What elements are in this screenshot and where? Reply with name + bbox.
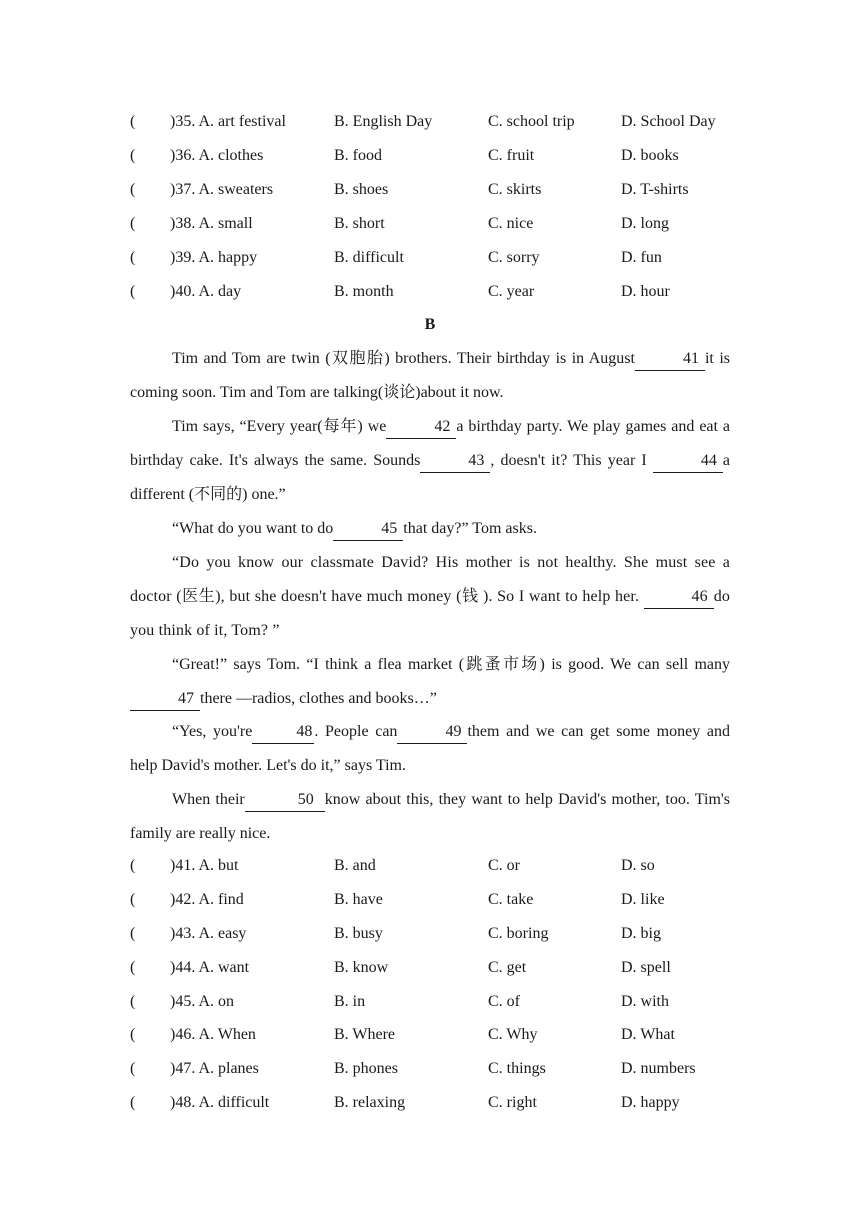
- answer-bracket: (: [130, 925, 136, 942]
- passage-text: “Yes, you're: [172, 723, 253, 740]
- passage-paragraph-1: [130, 342, 730, 410]
- passage-paragraph-7: [130, 783, 730, 851]
- passage-text: them and we can get some money and help David's mother. Let's do it,” says Tim.: [130, 723, 730, 774]
- answer-bracket: (: [130, 857, 136, 874]
- passage-text: , doesn't it? This year I: [490, 452, 653, 469]
- passage-paragraph-6: [130, 715, 730, 783]
- option-d: D. books: [621, 147, 679, 164]
- question-row-39: [130, 246, 730, 270]
- option-a: )38. A. small: [170, 215, 253, 232]
- option-c: C. school trip: [488, 113, 575, 130]
- blank-48: 48: [252, 721, 314, 744]
- option-d: D. spell: [621, 959, 671, 976]
- option-b: B. short: [334, 215, 385, 232]
- option-a: )47. A. planes: [170, 1060, 259, 1077]
- passage-text: “What do you want to do: [172, 520, 334, 537]
- passage-text: do you think of it, Tom? ”: [130, 588, 730, 639]
- section-heading: B: [424, 316, 436, 333]
- passage-paragraph-3: [130, 512, 730, 546]
- option-b: B. busy: [334, 925, 383, 942]
- option-d: D. hour: [621, 283, 670, 300]
- question-row-42: [130, 888, 730, 912]
- option-d: D. What: [621, 1026, 675, 1043]
- question-row-35: [130, 110, 730, 134]
- option-c: C. take: [488, 891, 534, 908]
- blank-43: 43: [420, 450, 490, 473]
- answer-bracket: (: [130, 181, 136, 198]
- question-row-40: [130, 280, 730, 304]
- option-c: C. boring: [488, 925, 549, 942]
- answer-bracket: (: [130, 283, 136, 300]
- answer-bracket: (: [130, 249, 136, 266]
- option-b: B. Where: [334, 1026, 396, 1043]
- question-row-44: [130, 956, 730, 980]
- option-c: C. nice: [488, 215, 534, 232]
- option-d: D. School Day: [621, 113, 716, 130]
- passage-text: When their: [172, 791, 245, 808]
- option-d: D. long: [621, 215, 669, 232]
- option-c: C. Why: [488, 1026, 538, 1043]
- option-d: D. with: [621, 993, 669, 1010]
- option-b: B. shoes: [334, 181, 389, 198]
- answer-bracket: (: [130, 215, 136, 232]
- option-a: )40. A. day: [170, 283, 242, 300]
- answer-bracket: (: [130, 1026, 136, 1043]
- option-a: )42. A. find: [170, 891, 244, 908]
- question-row-37: [130, 178, 730, 202]
- question-row-36: [130, 144, 730, 168]
- answer-bracket: (: [130, 891, 136, 908]
- answer-bracket: (: [130, 113, 136, 130]
- passage-text: a different (不同的) one.”: [130, 452, 730, 503]
- option-b: B. food: [334, 147, 382, 164]
- option-a: )36. A. clothes: [170, 147, 264, 164]
- option-c: C. sorry: [488, 249, 540, 266]
- answer-bracket: (: [130, 1060, 136, 1077]
- option-d: D. like: [621, 891, 665, 908]
- question-row-41: [130, 854, 730, 878]
- passage-text: it is coming soon. Tim and Tom are talking(谈论)about it now.: [130, 350, 730, 401]
- question-row-38: [130, 212, 730, 236]
- question-row-45: [130, 990, 730, 1014]
- option-b: B. know: [334, 959, 389, 976]
- blank-44: 44: [653, 450, 723, 473]
- option-a: )46. A. When: [170, 1026, 256, 1043]
- option-a: )45. A. on: [170, 993, 234, 1010]
- option-b: B. in: [334, 993, 366, 1010]
- option-c: C. skirts: [488, 181, 542, 198]
- option-b: B. phones: [334, 1060, 398, 1077]
- option-d: D. big: [621, 925, 661, 942]
- passage-text: that day?” Tom asks.: [403, 520, 537, 537]
- option-a: )48. A. difficult: [170, 1094, 270, 1111]
- blank-50: 50: [245, 789, 325, 812]
- passage-text: a birthday party. We play games and eat a birthday cake. It's always the same. Sounds: [130, 418, 730, 469]
- option-c: C. right: [488, 1094, 537, 1111]
- blank-41: 41: [635, 348, 705, 371]
- option-b: B. month: [334, 283, 394, 300]
- passage-text: Tim says, “Every year(每年) we: [172, 418, 387, 435]
- passage-paragraph-4: [130, 546, 730, 648]
- blank-47: 47: [130, 688, 200, 711]
- answer-bracket: (: [130, 1094, 136, 1111]
- option-d: D. numbers: [621, 1060, 696, 1077]
- option-c: C. year: [488, 283, 535, 300]
- option-a: )37. A. sweaters: [170, 181, 274, 198]
- option-d: D. T-shirts: [621, 181, 689, 198]
- option-c: C. or: [488, 857, 520, 874]
- option-b: B. relaxing: [334, 1094, 406, 1111]
- option-c: C. things: [488, 1060, 546, 1077]
- option-d: D. fun: [621, 249, 662, 266]
- option-a: )39. A. happy: [170, 249, 258, 266]
- blank-46: 46: [644, 586, 714, 609]
- question-row-47: [130, 1057, 730, 1081]
- passage-text: Tim and Tom are twin (双胞胎) brothers. Their birthday is in August: [172, 350, 635, 367]
- option-d: D. so: [621, 857, 655, 874]
- blank-42: 42: [386, 416, 456, 439]
- passage-text: “Great!” says Tom. “I think a flea market (跳蚤市场) is good. We can sell many: [172, 656, 730, 673]
- blank-45: 45: [333, 518, 403, 541]
- option-c: C. get: [488, 959, 527, 976]
- option-d: D. happy: [621, 1094, 680, 1111]
- answer-bracket: (: [130, 993, 136, 1010]
- option-b: B. English Day: [334, 113, 433, 130]
- option-a: )35. A. art festival: [170, 113, 286, 130]
- option-a: )41. A. but: [170, 857, 239, 874]
- passage-text: there —radios, clothes and books…”: [200, 690, 437, 707]
- question-row-48: [130, 1091, 730, 1115]
- answer-bracket: (: [130, 147, 136, 164]
- passage-text: know about this, they want to help David's mother, too. Tim's family are really nice.: [130, 791, 730, 842]
- option-c: C. of: [488, 993, 520, 1010]
- passage-paragraph-5: [130, 648, 730, 716]
- option-b: B. have: [334, 891, 383, 908]
- question-row-43: [130, 922, 730, 946]
- option-b: B. and: [334, 857, 376, 874]
- blank-49: 49: [397, 721, 467, 744]
- option-a: )43. A. easy: [170, 925, 247, 942]
- passage-text: “Do you know our classmate David? His mother is not healthy. She must see a doctor (医生), but she doesn't have much money (钱 ). So I want to help her.: [130, 554, 730, 605]
- answer-bracket: (: [130, 959, 136, 976]
- passage-text: . People can: [314, 723, 398, 740]
- option-b: B. difficult: [334, 249, 404, 266]
- question-row-46: [130, 1023, 730, 1047]
- option-a: )44. A. want: [170, 959, 250, 976]
- passage-paragraph-2: [130, 410, 730, 512]
- option-c: C. fruit: [488, 147, 535, 164]
